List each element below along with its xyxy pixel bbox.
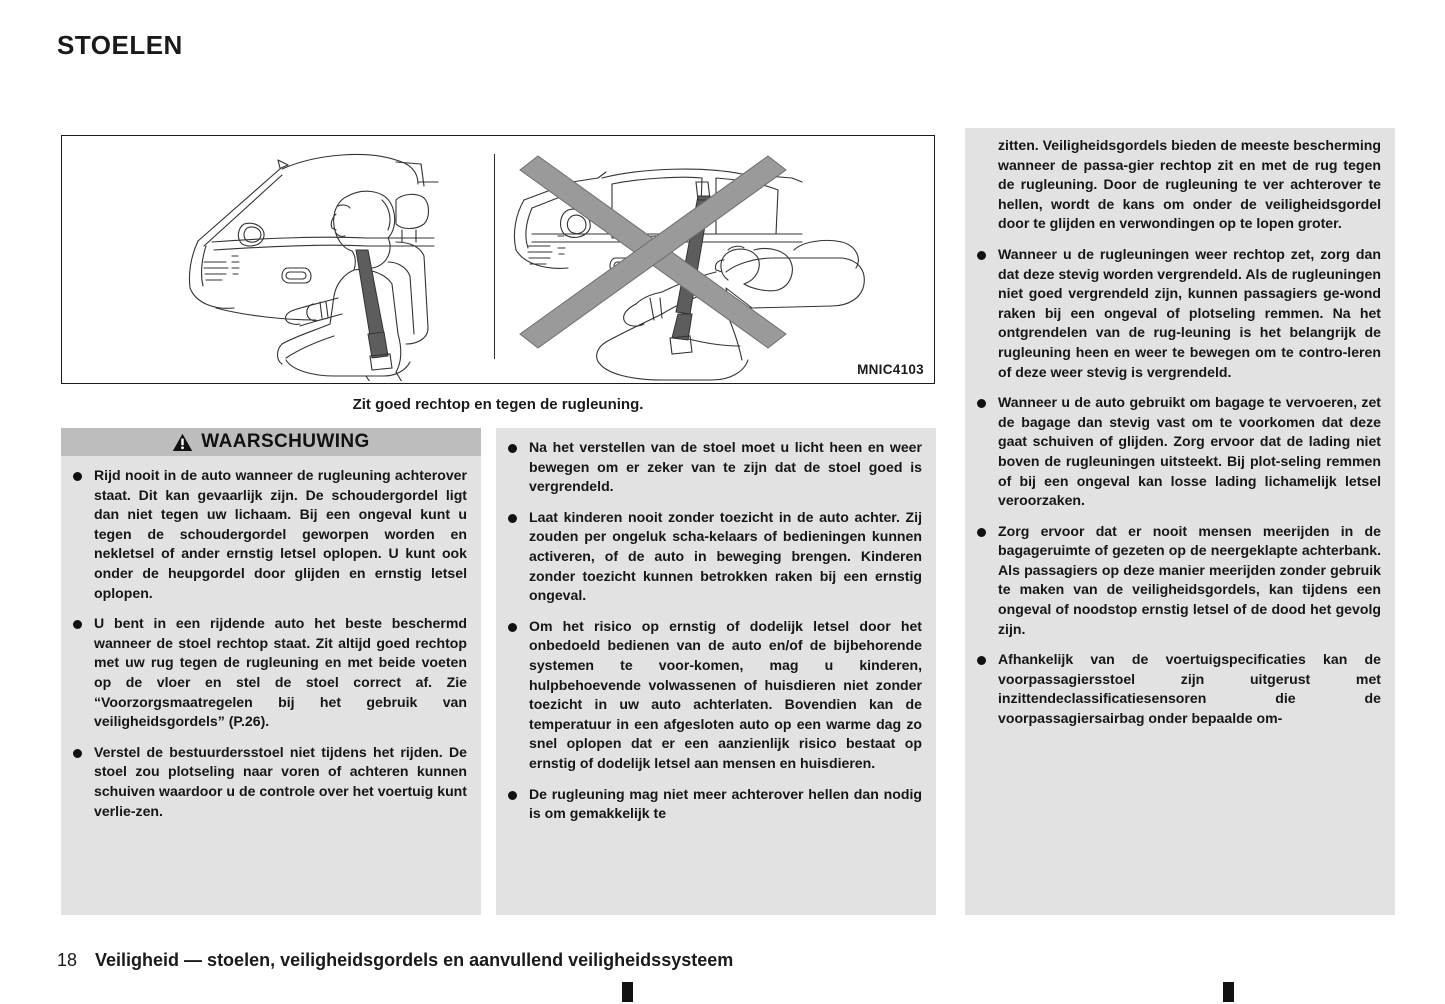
list-item (73, 743, 467, 821)
correct-seating-posture-illustration (66, 138, 498, 381)
warning-column-middle (496, 428, 936, 915)
bullet-dot-icon (508, 791, 517, 800)
registration-mark (1223, 982, 1234, 1002)
bullet-text: Zorg ervoor dat er nooit mensen meerijden in de bagageruimte of gezeten op de neergeklapte achterbank. Als passagiers op deze manier meerijden zonder gebruik te maken van de veiligheidsgordels, kan tijdens een ongeval of noodstop ernstig letsel of de dood het gevolg zijn. (998, 522, 1381, 637)
bullet-dot-icon (977, 399, 986, 408)
bullet-dot-icon (977, 251, 986, 260)
continuation-paragraph: zitten. Veiligheidsgordels bieden de meeste bescherming wanneer de passa-gier rechtop zit en met de rug tegen de rugleuning. Door de rugleuning te ver achterover te hellen, wordt de kans om onder de veiligheidsgordel door te glijden en verwondingen op te lopen groter. (998, 137, 1381, 232)
figure-code: MNIC4103 (857, 362, 924, 377)
bullet-dot-icon (508, 514, 517, 523)
warning-column-left (61, 428, 481, 915)
figure-divider (494, 154, 496, 359)
warning-bullet-list-left (61, 456, 481, 821)
bullet-text: Wanneer u de auto gebruikt om bagage te vervoeren, zet de bagage dan stevig vast om te voorkomen dat deze gaat schuiven of glijden. Zorg ervoor dat de lading niet boven de rugleuningen uitsteekt. Bij plot-seling remmen of bij een ongeval kan losse lading lichamelijk letsel veroorzaken. (998, 394, 1381, 509)
list-item (977, 245, 1381, 382)
warning-header (61, 428, 481, 456)
bullet-dot-icon (508, 444, 517, 453)
warning-label: WAARSCHUWING (201, 431, 370, 452)
bullet-text: Laat kinderen nooit zonder toezicht in de auto achter. Zij zouden per ongeluk scha-kelaars of bedieningen kunnen activeren, of de auto in beweging brengen. Kinderen zonder toezicht kunnen betrokken raken bij een ernstig ongeval. (529, 508, 922, 604)
footer-section-title: Veiligheid — stoelen, veiligheidsgordels en aanvullend veiligheidssysteem (95, 950, 734, 970)
page-title: STOELEN (57, 30, 183, 60)
bullet-text: Na het verstellen van de stoel moet u licht heen en weer bewegen om er zeker van te zijn dat de stoel goed is vergrendeld. (529, 439, 922, 495)
figure-caption: Zit goed rechtop en tegen de rugleuning. (352, 396, 644, 413)
list-item (73, 614, 467, 732)
list-item (508, 617, 922, 774)
list-item (508, 785, 922, 824)
bullet-dot-icon (508, 623, 517, 632)
list-item (977, 522, 1381, 640)
bullet-dot-icon (977, 656, 986, 665)
bullet-text: Verstel de bestuurdersstoel niet tijdens het rijden. De stoel zou plotseling naar voren of achteren kunnen schuiven waardoor u de controle over het voertuig kunt verlie-zen. (94, 743, 467, 819)
figure-panel (61, 135, 935, 384)
list-item (977, 650, 1381, 728)
bullet-text: De rugleuning mag niet meer achterover hellen dan nodig is om gemakkelijk te (529, 785, 922, 822)
registration-mark (622, 982, 633, 1002)
bullet-dot-icon (977, 528, 986, 537)
page-number: 18 (57, 950, 78, 970)
list-item (508, 438, 922, 497)
bullet-text: Om het risico op ernstig of dodelijk letsel door het onbedoeld bedienen van de auto en/of de bijbehorende systemen te voor-komen, mag u kinderen, hulpbehoevende volwassenen of huisdieren niet zonder toezicht in uw auto achterlaten. Bovendien kan de temperatuur in een afgesloten auto op een warme dag zo snel oplopen dat er een aanzienlijk risico bestaat op ernstig of dodelijk letsel aan mensen en huisdieren. (529, 617, 922, 771)
bullet-text: Afhankelijk van de voertuigspecificaties kan de voorpassagiersstoel zijn uitgerust met inzittendeclassificatiesensoren die de voorpassagiersairbag onder bepaalde om- (998, 651, 1381, 727)
bullet-dot-icon (73, 620, 82, 629)
list-item (73, 466, 467, 603)
incorrect-reclined-posture-illustration-crossed-out (502, 138, 934, 381)
list-item (508, 508, 922, 606)
warning-bullet-list-right (965, 128, 1395, 729)
list-item (977, 393, 1381, 511)
warning-column-right (965, 128, 1395, 915)
bullet-dot-icon (73, 472, 82, 481)
bullet-text: Rijd nooit in de auto wanneer de rugleuning achterover staat. Dit kan gevaarlijk zijn. De schoudergordel ligt dan niet tegen uw lichaam. Bij een ongeval kunt u tegen de schoudergordel geworpen worden en nekletsel of ander ernstig letsel oplopen. U kunt ook onder de heupgordel door glijden en ernstig letsel oplopen. (94, 467, 467, 601)
bullet-text: U bent in een rijdende auto het beste beschermd wanneer de stoel rechtop staat. Zit altijd goed rechtop met uw rug tegen de rugleuning en met beide voeten op de vloer en stel de stoel correct af. Zie “Voorzorgsmaatregelen bij het gebruik van veiligheidsgordels” (P.26). (94, 615, 467, 730)
bullet-text: Wanneer u de rugleuningen weer rechtop zet, zorg dan dat deze stevig worden vergrendeld. Als de rugleuningen niet goed vergrendeld zijn, kunnen passagiers ge-wond raken bij een ongeval of plotseling remmen. Na het ontgrendelen van de rug-leuning is het belangrijk de rugleuning heen en weer te bewegen om te contro-leren of deze weer stevig is vergrendeld. (998, 245, 1381, 380)
bullet-dot-icon (73, 749, 82, 758)
warning-bullet-list-middle (496, 428, 936, 824)
page-footer (57, 950, 733, 971)
warning-triangle-icon (172, 433, 193, 452)
